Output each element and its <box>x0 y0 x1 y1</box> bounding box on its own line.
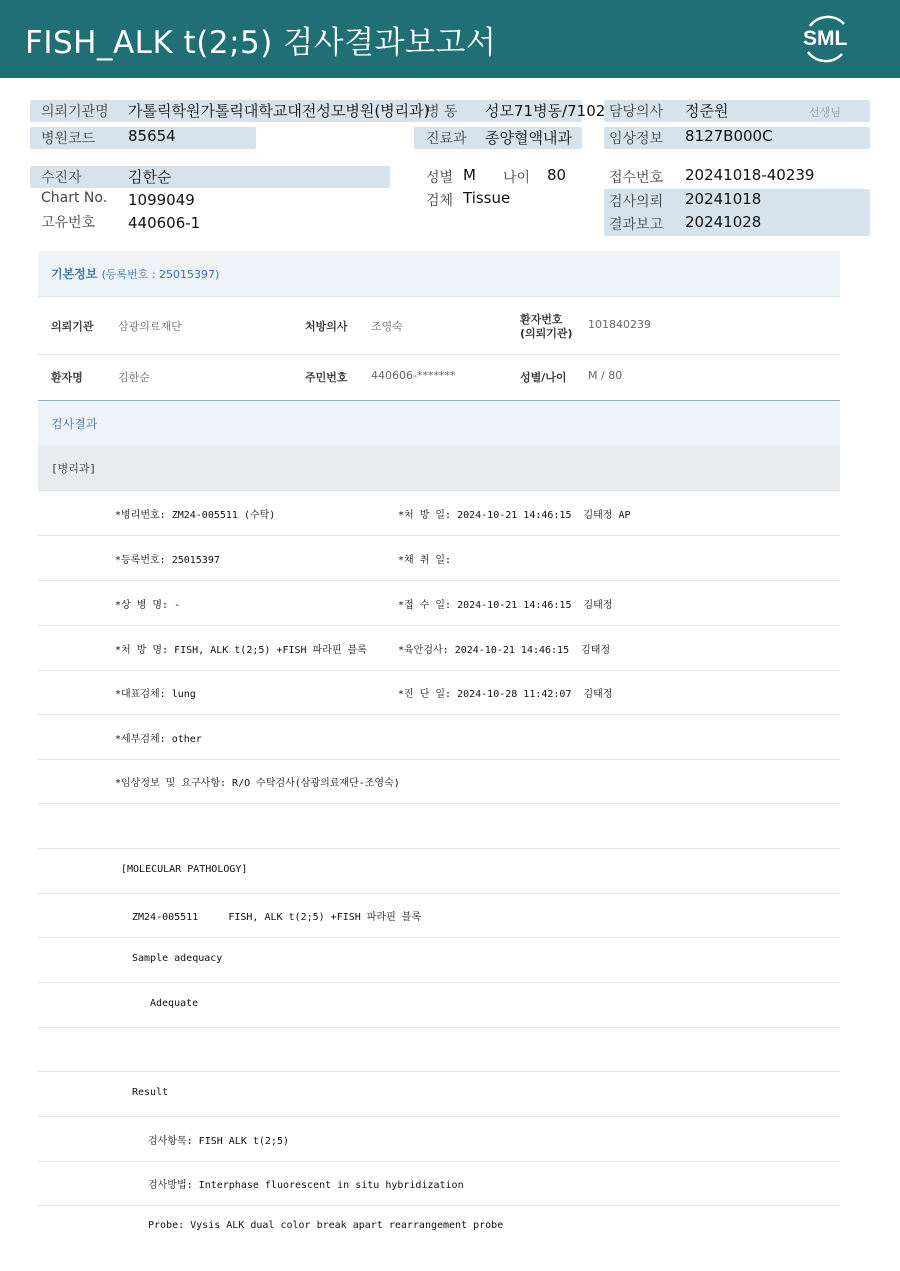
dept-label: 진료과 <box>426 131 467 147</box>
basic-info-header <box>38 251 840 297</box>
result-row <box>38 1161 840 1206</box>
test-request-value: 20241018 <box>685 190 762 208</box>
result-row-right: *육안검사: 2024-10-21 14:46:15 김태정 <box>398 645 611 656</box>
sexage-label: 성별/나이 <box>520 371 567 384</box>
result-row-left: *처 방 명: FISH, ALK t(2;5) +FISH 파라핀 블록 <box>115 645 367 656</box>
specimen-value: Tissue <box>463 189 511 207</box>
result-row <box>38 536 840 581</box>
result-row <box>38 983 840 1028</box>
org-label: 의뢰기관 <box>51 320 94 333</box>
dept-value: 종양혈액내과 <box>485 129 572 147</box>
sml-logo-text: SML <box>803 27 848 50</box>
test-method: 검사방법: Interphase fluorescent in situ hybridization <box>148 1180 464 1191</box>
sexage-value: M / 80 <box>588 369 623 382</box>
result-report-label: 결과보고 <box>609 217 664 233</box>
receipt-label: 접수번호 <box>609 170 664 186</box>
result-row <box>38 715 840 760</box>
result-row-left: *세부검체: other <box>115 734 202 745</box>
ward-value: 성모71병동/7102 <box>485 102 606 120</box>
result-row <box>38 849 840 894</box>
rrn-value: 440606-******* <box>371 369 456 382</box>
org-value: 삼광의료재단 <box>118 320 182 333</box>
patient-label: 수진자 <box>41 170 82 186</box>
request-org-label: 의뢰기관명 <box>41 104 109 120</box>
results-header <box>38 400 840 447</box>
prescriber-label: 처방의사 <box>305 320 348 333</box>
result-row-right: *채 취 일: <box>398 555 452 566</box>
prescriber-value: 조영숙 <box>371 320 403 333</box>
doctor-value: 정준원 <box>685 102 729 120</box>
blank-row <box>38 1027 840 1072</box>
blank-row <box>38 804 840 849</box>
rrn-label: 주민번호 <box>305 371 348 384</box>
unique-value: 440606-1 <box>128 214 201 232</box>
unique-label: 고유번호 <box>41 215 96 231</box>
result-row-left: *임상정보 및 요구사항: R/O 수탁검사(삼광의료재단-조영숙) <box>115 778 400 789</box>
patient-no-label-2: (의뢰기관) <box>520 327 573 340</box>
request-org-value: 가톨릭학원가톨릭대학교대전성모병원(병리과) <box>128 102 430 120</box>
result-row <box>38 581 840 626</box>
basic-info-title: 기본정보 (등록번호 : 25015397) <box>51 267 220 281</box>
result-row <box>38 759 840 804</box>
hospital-code-value: 85654 <box>128 127 176 145</box>
test-item: 검사항목: FISH ALK t(2;5) <box>148 1136 289 1147</box>
report-header <box>0 0 900 78</box>
result-row <box>38 893 840 938</box>
ward-label: 병 동 <box>426 104 458 120</box>
result-row <box>38 1072 840 1117</box>
result-label: Result <box>132 1087 169 1098</box>
result-row <box>38 938 840 983</box>
patient-no-value: 101840239 <box>588 318 651 331</box>
row-bar <box>30 166 390 188</box>
result-row <box>38 491 840 536</box>
receipt-value: 20241018-40239 <box>685 166 815 184</box>
specimen-label: 검체 <box>426 193 454 209</box>
sex-label: 성별 <box>426 170 454 186</box>
result-row-right: *접 수 일: 2024-10-21 14:46:15 김태정 <box>398 600 613 611</box>
probe: Probe: Vysis ALK dual color break apart rearrangement probe <box>148 1220 504 1231</box>
molecular-title: [MOLECULAR PATHOLOGY] <box>121 864 248 875</box>
age-value: 80 <box>547 166 567 184</box>
doctor-suffix: 선생님 <box>809 106 841 119</box>
basic-info-row <box>38 297 840 355</box>
mp-line: ZM24-005511 FISH, ALK t(2;5) +FISH 파라핀 블록 <box>132 912 422 923</box>
patient-no-label: 환자번호 <box>520 313 563 326</box>
hospital-code-label: 병원코드 <box>41 131 96 147</box>
result-row <box>38 670 840 715</box>
result-row-right: *진 단 일: 2024-10-28 11:42:07 김태정 <box>398 689 613 700</box>
basic-info-reg-no: (등록번호 : 25015397) <box>101 268 220 281</box>
patient-value: 김한순 <box>128 168 172 186</box>
doctor-label: 담당의사 <box>609 104 664 120</box>
result-row <box>38 1205 840 1249</box>
clinical-label: 임상정보 <box>609 131 664 147</box>
result-row <box>38 1117 840 1162</box>
results-title: 검사결과 <box>51 417 98 431</box>
result-row-left: *대표검체: lung <box>115 689 196 700</box>
result-row-left: *등록번호: 25015397 <box>115 555 220 566</box>
results-subtitle: [병리과] <box>51 462 97 475</box>
name-value: 김한순 <box>118 371 150 384</box>
sample-adequacy: Sample adequacy <box>132 953 223 964</box>
report-title: FISH_ALK t(2;5) 검사결과보고서 <box>25 25 497 61</box>
test-request-label: 검사의뢰 <box>609 194 664 210</box>
results-subheader <box>38 446 840 491</box>
adequate: Adequate <box>150 998 199 1009</box>
result-row <box>38 626 840 671</box>
result-report-value: 20241028 <box>685 213 762 231</box>
result-row-left: *상 병 명: - <box>115 600 181 611</box>
result-row-right: *처 방 일: 2024-10-21 14:46:15 김태정 AP <box>398 510 631 521</box>
chart-value: 1099049 <box>128 191 195 209</box>
clinical-value: 8127B000C <box>685 127 773 145</box>
name-label: 환자명 <box>51 371 83 384</box>
sex-value: M <box>463 166 476 184</box>
age-label: 나이 <box>503 170 531 186</box>
chart-label: Chart No. <box>41 190 108 206</box>
result-row-left: *병리번호: ZM24-005511 (수탁) <box>115 510 276 521</box>
basic-info-row <box>38 355 840 399</box>
